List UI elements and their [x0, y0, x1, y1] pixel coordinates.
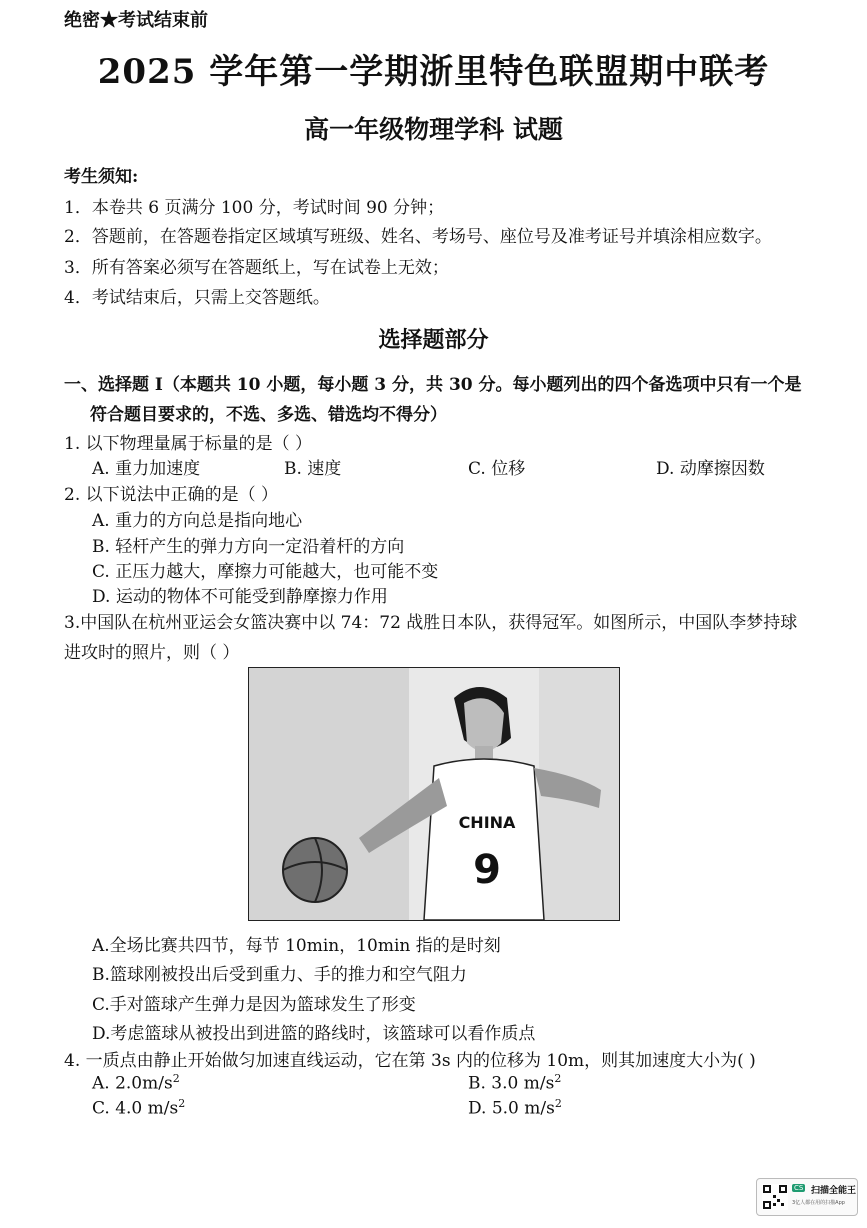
- q2-option-b: B. 轻杆产生的弹力方向一定沿着杆的方向: [92, 537, 405, 557]
- notice-item-4: 4．考试结束后，只需上交答题纸。: [64, 288, 330, 308]
- notice-item-2: 2．答题前，在答题卷指定区域填写班级、姓名、考场号、座位号及准考证号并填涂相应数字。: [64, 227, 772, 247]
- q4-option-b: [468, 1072, 561, 1094]
- scanner-watermark: [756, 1178, 858, 1216]
- q4-option-d: [468, 1097, 562, 1119]
- q4-option-b-exponent: 2: [554, 1072, 562, 1085]
- q3-stem-line1: 3.中国队在杭州亚运会女篮决赛中以 74：72 战胜日本队，获得冠军。如图所示，中国队李梦持球: [64, 613, 798, 633]
- q4-option-d-text: D. 5.0 m/s: [468, 1098, 555, 1119]
- camscanner-logo: CS: [794, 1184, 804, 1192]
- q2-option-d: D. 运动的物体不可能受到静摩擦力作用: [92, 587, 388, 607]
- q4-option-c: [92, 1097, 185, 1119]
- exam-title: 2025 学年第一学期浙里特色联盟期中联考: [97, 52, 770, 92]
- q1-option-a: A. 重力加速度: [92, 459, 201, 479]
- qr-code-icon: [762, 1184, 788, 1210]
- watermark-tagline: 3亿人都在用的扫描App: [792, 1200, 845, 1206]
- notice-item-1: 1．本卷共 6 页满分 100 分，考试时间 90 分钟；: [64, 198, 445, 218]
- q4-option-c-text: C. 4.0 m/s: [92, 1098, 179, 1119]
- basketball-player-photo: [248, 667, 620, 921]
- confidential-label: 绝密★考试结束前: [64, 10, 208, 31]
- photo-illustration: [249, 668, 619, 920]
- part1-heading-line2: 符合题目要求的，不选、多选、错选均不得分）: [90, 405, 447, 425]
- q1-option-b: B. 速度: [284, 459, 342, 479]
- q2-option-a: A. 重力的方向总是指向地心: [92, 511, 303, 531]
- section-title: 选择题部分: [378, 327, 489, 353]
- part1-heading-line1: 一、选择题 I（本题共 10 小题，每小题 3 分，共 30 分。每小题列出的四个备选项中只有一个是: [64, 375, 802, 395]
- q4-option-a-exponent: 2: [172, 1072, 180, 1085]
- q3-option-a: A.全场比赛共四节，每节 10min，10min 指的是时刻: [92, 936, 501, 956]
- exam-subtitle: 高一年级物理学科 试题: [304, 115, 563, 144]
- q4-option-c-exponent: 2: [178, 1097, 186, 1110]
- q4-stem: 4. 一质点由静止开始做匀加速直线运动，它在第 3s 内的位移为 10m，则其加速度大小为( ): [64, 1051, 756, 1071]
- watermark-name: 扫描全能王: [811, 1186, 857, 1196]
- q1-stem: 1. 以下物理量属于标量的是（ ）: [64, 434, 313, 454]
- q1-option-d: D. 动摩擦因数: [656, 459, 765, 479]
- q4-option-a: [92, 1072, 180, 1094]
- jersey-text: CHINA: [458, 813, 516, 832]
- q1-option-c: C. 位移: [468, 459, 526, 479]
- q4-option-d-exponent: 2: [554, 1097, 562, 1110]
- q2-stem: 2. 以下说法中正确的是（ ）: [64, 485, 279, 505]
- q2-option-c: C. 正压力越大，摩擦力可能越大，也可能不变: [92, 562, 439, 582]
- q3-option-c: C.手对篮球产生弹力是因为篮球发生了形变: [92, 995, 416, 1015]
- q4-option-a-text: A. 2.0m/s: [92, 1073, 173, 1094]
- notice-heading: 考生须知:: [64, 167, 139, 187]
- q4-option-b-text: B. 3.0 m/s: [468, 1073, 555, 1094]
- q3-option-b: B.篮球刚被投出后受到重力、手的推力和空气阻力: [92, 965, 467, 985]
- jersey-number: 9: [473, 847, 501, 893]
- q3-stem-line2: 进攻时的照片，则（ ）: [64, 643, 240, 663]
- q3-option-d: D.考虑篮球从被投出到进篮的路线时，该篮球可以看作质点: [92, 1024, 536, 1044]
- notice-item-3: 3．所有答案必须写在答题纸上，写在试卷上无效；: [64, 258, 449, 278]
